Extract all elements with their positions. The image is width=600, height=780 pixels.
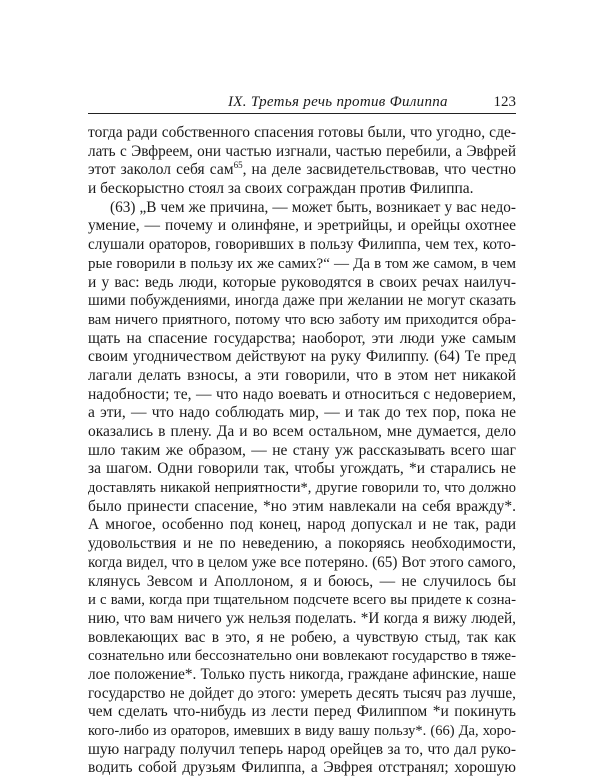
text-line: шими побуждениями, иногда даже при желании не могут сказать xyxy=(88,292,516,310)
text-line: оказались в плену. Да и во всем остальном, мне думается, дело xyxy=(88,423,516,440)
text-line: лое положение*. Только пусть никогда, граждане афинские, наше xyxy=(88,665,516,683)
text-line: шло таким же образом, — не стану уж рассказывать всего шаг xyxy=(88,441,516,459)
text-line: А многое, особенно под конец, народ допускал и не так, ради xyxy=(88,516,516,534)
running-head xyxy=(88,92,516,114)
text-fragment: , на деле засвидетельствовав, что честно xyxy=(242,161,516,179)
text-line: государство не дойдет до этого: умереть десять тысяч раз лучше, xyxy=(88,684,516,702)
text-line: надобности; те, — что надо воевать и относиться с недоверием, xyxy=(88,385,516,403)
text-line: тогда ради собственного спасения готовы были, что угодно, сде- xyxy=(88,124,516,141)
text-line: когда видел, что в целом уже все потеряно. (65) Вот этого самого, xyxy=(88,553,516,571)
text-line: было принести спасение, *но этим навлекали на себя вражду*. xyxy=(88,497,516,515)
text-line: своим угодничеством действуют на руку Филиппу. (64) Те пред xyxy=(88,348,516,366)
text-line: вам ничего приятного, потому что всю заботу им приходится обра- xyxy=(88,311,516,328)
page-number: 123 xyxy=(493,94,516,110)
text-line: нию, что вам ничего уж нельзя поделать. *И когда я вижу людей, xyxy=(88,609,516,627)
text-line: лать с Эвфреем, они частью изгнали, частью перебили, а Эвфрей xyxy=(88,142,516,160)
text-line: клянусь Зевсом и Аполлоном, я и боюсь, — не случилось бы xyxy=(88,572,516,590)
text-line: за шагом. Одни говорили так, чтобы угождать, *и старались не xyxy=(88,460,516,478)
text-line: умение, — почему и олинфяне, и эретрийцы, и орейцы охотнее xyxy=(88,217,516,235)
text-line: и бескорыстно стоял за своих сограждан против Филиппа. xyxy=(88,180,474,198)
running-title: IX. Третья речь против Филиппа xyxy=(228,94,448,110)
text-line: щать на спасение государства; наоборот, эти люди уже самым xyxy=(88,329,516,347)
footnote-marker: 65 xyxy=(233,161,243,171)
text-line: слушали ораторов, говоривших в пользу Филиппа, чем тех, кото- xyxy=(88,236,516,254)
text-line: водить собой друзьям Филиппа, а Эвфрея отстранял; хорошую xyxy=(88,759,516,777)
text-line: шую награду получил теперь народ орейцев за то, что дал руко- xyxy=(88,740,516,758)
header-rule xyxy=(88,113,516,114)
text-line: и у вас: ведь люди, которые руководятся в своих речах наилуч- xyxy=(88,273,516,291)
text-line xyxy=(88,161,516,180)
text-line: (63) „В чем же причина, — может быть, возникает у вас недо- xyxy=(110,198,516,216)
text-line: сознательно или бессознательно они вовлекают государство в тяже- xyxy=(88,648,516,665)
body-text xyxy=(88,124,516,778)
text-line: кого-либо из ораторов, имевших в виду вашу пользу*. (66) Да, хоро- xyxy=(88,723,516,739)
text-line: лагали делать взносы, а эти говорили, что в этом нет никакой xyxy=(88,366,516,384)
text-line: вовлекающих вас в это, я не робею, а чувствую стыд, так как xyxy=(88,628,516,646)
text-line: а эти, — что надо соблюдать мир, — и так до тех пор, пока не xyxy=(88,404,516,422)
text-fragment: этот заколол себя сам xyxy=(88,161,234,179)
text-line: удовольствия и не по неведению, а покоряясь необходимости, xyxy=(88,535,516,553)
text-line: рые говорили в пользу их же самих?“ — Да в том же самом, в чем xyxy=(88,255,516,272)
text-line: и с вами, когда при тщательном подсчете всего вы придете к созна- xyxy=(88,592,516,609)
text-line: доставлять никакой неприятности*, другие говорили то, что должно xyxy=(88,480,516,497)
text-line: чем сделать что-нибудь из лести перед Филиппом *и покинуть xyxy=(88,703,516,721)
